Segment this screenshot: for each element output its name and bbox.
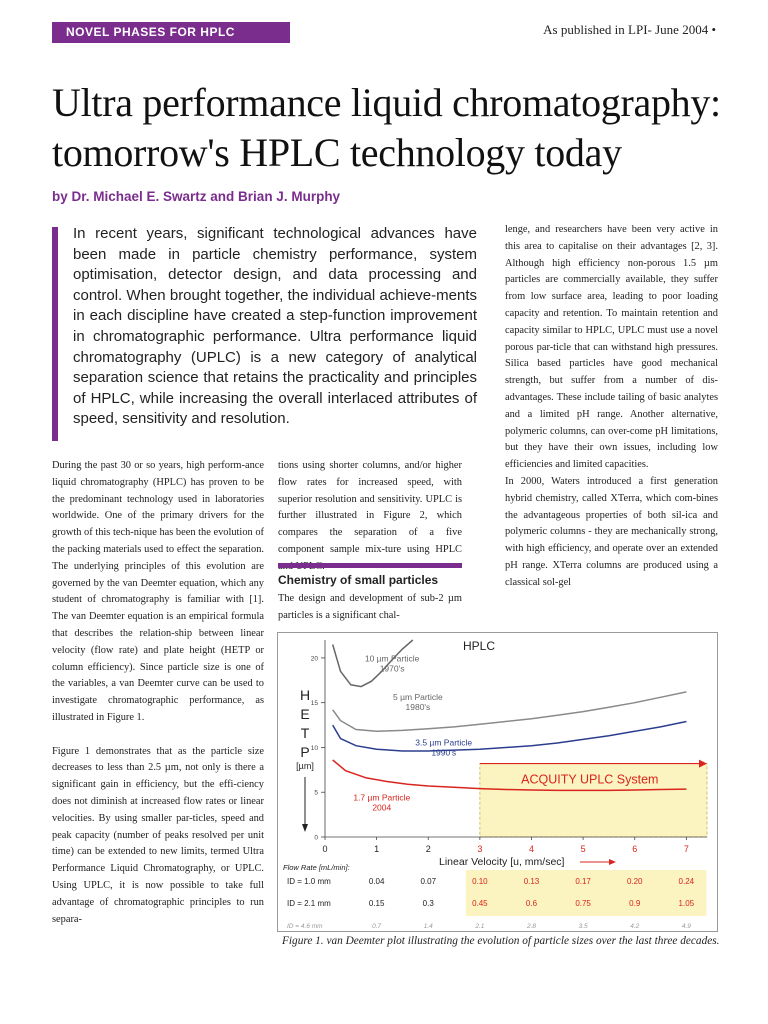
x-tick-label: 4 [528, 844, 534, 854]
publication-line: As published in LPI- June 2004 • [543, 22, 716, 37]
chart-title: HPLC [463, 639, 496, 653]
curve-label-1: 5 µm Particle [393, 691, 443, 702]
curve-label-year-2: 1990's [431, 747, 457, 758]
flow-table-cell: 0.15 [368, 899, 385, 908]
section-tag: NOVEL PHASES FOR HPLC [52, 22, 290, 43]
title-line-1: Ultra performance liquid chromatography: [52, 80, 721, 125]
col2-paragraph-2: The design and development of sub-2 µm particles is a significant chal- [278, 593, 462, 621]
column-2-continued [278, 591, 462, 625]
col3-paragraph-1: lenge, and researchers have been very active in this area to capitalise on their advantages [2, 3]. Although high efficiency non-porous 1.5 µm particles are commercially available, they suffer from low surface area, leading to poor loading capacity and retention. To maintain retention and capacity similar to HPLC, UPLC must use a novel porous par-ticle that can withstand high pressures. Silica based particles have good mechanical strength, but suffer from a number of dis-advantages. These include tailing of basic analytes and a limited pH range. Another alternative, polymeric columns, can over-come pH limitations, but they have their own issues, including low efficiencies and limited capacities. [505, 224, 718, 471]
y-axis-letter: T [300, 725, 310, 741]
flow-table-header: Flow Rate [mL/min]: [283, 863, 350, 872]
flow-table-cell: 0.9 [629, 899, 641, 908]
x-tick-label: 2 [425, 844, 431, 854]
column-1 [52, 458, 264, 928]
lede-paragraph: In recent years, significant technological advances have been made in particle chemistry performance, system optimisation, detector design, and data processing and control. When brought together, the individual achieve-ments in each discipline have created a step-function improvement in chromatographic performance. Ultra performance liquid chromatography (UPLC) is a new category of analytical separation science that retains the practicality and principles of HPLC, while increasing the overall interlaced attributes of speed, sensitivity and resolution. [73, 225, 477, 428]
series-line-1 [333, 692, 687, 731]
flow-table-cell: 1.4 [423, 923, 433, 930]
curve-label-0: 10 µm Particle [364, 653, 420, 664]
flow-table-cell: 0.6 [525, 899, 538, 908]
flow-table-cell: 0.7 [372, 923, 382, 930]
flow-table-cell: 0.20 [626, 877, 643, 886]
flow-table-cell: 0.24 [678, 877, 695, 886]
col3-paragraph-2: In 2000, Waters introduced a first generation hybrid chemistry, called XTerra, which com-bines the advantageous properties of both sil-ica and polymeric columns - they are mechanically strong, with high efficiency, and operate over an extended pH range. XTerra columns are produced using a classical sol-gel [505, 475, 718, 588]
x-tick-label: 6 [632, 844, 638, 854]
byline: by Dr. Michael E. Swartz and Brian J. Murphy [52, 189, 341, 204]
col1-paragraph-1: During the past 30 or so years, high perform-ance liquid chromatography (HPLC) has proven to be the predominant technology used in laboratories worldwide. One of the primary drivers for the growth of this tech-nique has been the evolution of the packing materials used to effect the separation. The underlying principles of this evolution are governed by the van Deemter equation, which any student of chromatography is familiar with [1]. The van Deemter equation is an empirical formula that describes the relation-ship between linear velocity (flow rate) and plate height (HETP or column efficiency). Since particle size is one of the variables, a van Deemter curve can be used to investigate chromatographic performance, as illustrated in Figure 1. [52, 460, 264, 723]
curve-label-year-0: 1970's [379, 663, 405, 674]
y-axis-arrow-head [302, 824, 308, 832]
y-tick-label: 0 [314, 834, 318, 842]
lede-accent-bar [52, 227, 58, 441]
flow-table-row-label: ID = 2.1 mm [287, 899, 331, 908]
series-line-2 [333, 722, 687, 752]
x-tick-label: 0 [322, 844, 328, 854]
curve-label-2: 3.5 µm Particle [415, 737, 473, 748]
subhead-accent-bar [278, 563, 462, 568]
y-tick-label: 5 [314, 789, 318, 797]
flow-table-cell: 4.2 [630, 923, 640, 930]
flow-table-cell: 2.8 [526, 923, 537, 930]
col1-paragraph-2: Figure 1 demonstrates that as the particle size decreases to less than 2.5 µm, not only is there a significant gain in efficiency, but the effi-ciency does not diminish at increased flow rates or linear velocities. By using smaller par-ticles, speed and peak capacity (number of peaks resolved per unit time) can be extended to new limits, termed Ultra Performance Liquid Chromatography, or UPLC. Using UPLC, it is now possible to take full advantage of chromatographic principles to run separa- [52, 745, 264, 925]
flow-table-cell: 0.07 [420, 877, 437, 886]
subheading: Chemistry of small particles [278, 573, 439, 587]
x-axis-label: Linear Velocity [u, mm/sec] [439, 856, 565, 868]
flow-table-cell: 0.13 [523, 877, 540, 886]
x-axis-arrow-head [609, 859, 616, 865]
title-line-2: tomorrow's HPLC technology today [52, 130, 622, 175]
flow-table-cell: 0.45 [472, 899, 488, 908]
x-tick-label: 5 [580, 844, 586, 854]
flow-table-cell: 0.04 [368, 877, 385, 886]
article-title [52, 78, 732, 178]
figure-1 [277, 632, 718, 932]
y-tick-label: 15 [310, 700, 318, 708]
uplc-region-label: ACQUITY UPLC System [521, 772, 659, 787]
flow-table-cell: 0.10 [472, 877, 488, 886]
van-deemter-chart [277, 632, 718, 932]
curve-label-3: 1.7 µm Particle [353, 792, 411, 803]
y-tick-label: 20 [310, 655, 318, 663]
x-tick-label: 7 [683, 844, 689, 854]
flow-table-cell: 0.75 [575, 899, 591, 908]
flow-table-cell: 4.9 [681, 923, 691, 930]
flow-table-cell: 3.5 [578, 923, 588, 930]
flow-table-cell: 1.05 [678, 899, 695, 908]
y-axis-letter: E [300, 706, 310, 722]
x-tick-label: 1 [374, 844, 380, 854]
y-tick-label: 10 [310, 744, 318, 752]
flow-table-cell: 0.3 [422, 899, 434, 908]
column-3 [505, 222, 718, 592]
curve-label-year-3: 2004 [372, 802, 392, 813]
y-axis-letter: H [299, 687, 311, 703]
flow-table-row-label: ID = 4.6 mm [287, 923, 323, 930]
y-axis-unit: [µm] [296, 761, 314, 771]
figure-caption: Figure 1. van Deemter plot illustrating the evolution of particle sizes over the last three decades. [282, 935, 720, 947]
column-2 [278, 458, 462, 576]
y-axis-letter: P [300, 744, 310, 760]
x-tick-label: 3 [477, 844, 483, 854]
flow-table-cell: 2.1 [475, 923, 485, 930]
curve-label-year-1: 1980's [405, 701, 431, 712]
col2-paragraph-1: tions using shorter columns, and/or higher flow rates for increased speed, with superior resolution and sensitivity. UPLC is further illustrated in Figure 2, which compares the separation of a five component sample mix-ture using HPLC [278, 460, 462, 555]
flow-table-cell: 0.17 [575, 877, 591, 886]
flow-table-row-label: ID = 1.0 mm [287, 877, 331, 886]
